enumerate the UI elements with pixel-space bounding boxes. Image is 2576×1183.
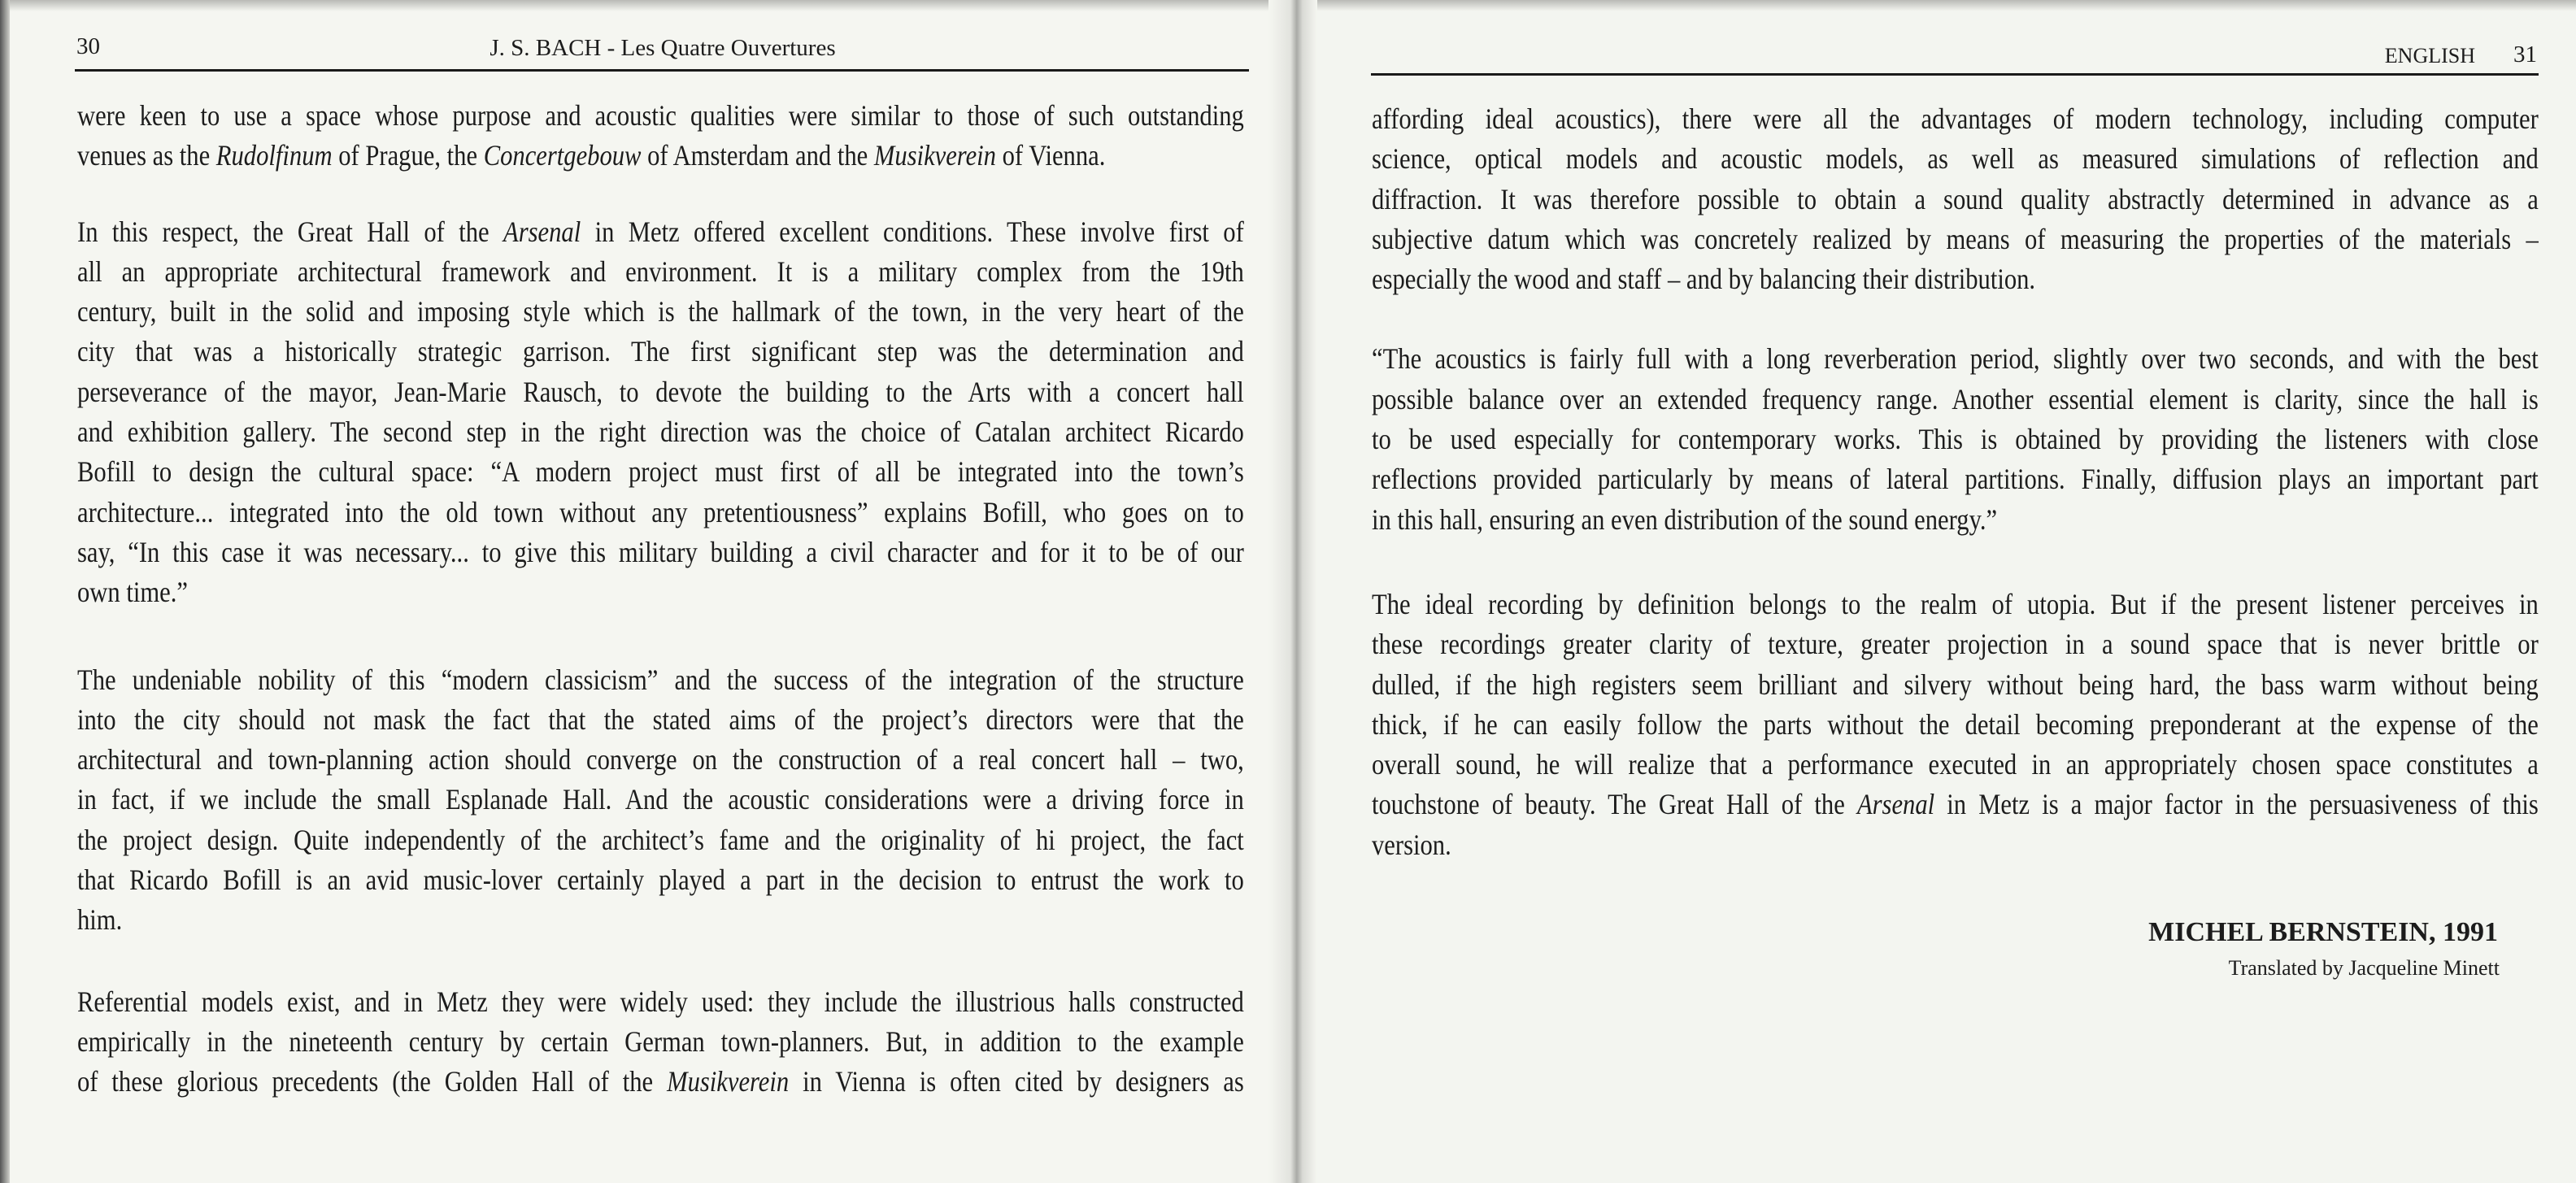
- text-segment: overall sound, he will realize that a performance executed in an appropriately chosen space constitutes a: [1372, 748, 2539, 781]
- left-page-body: [77, 96, 1244, 1103]
- italic-venue-name: Arsenal: [1856, 788, 1935, 821]
- text-line: [1372, 459, 2539, 499]
- author-signature: MICHEL BERNSTEIN, 1991: [2148, 917, 2498, 947]
- left-header-rule: [75, 69, 1249, 72]
- text-line: [77, 332, 1244, 372]
- scan-left-edge: [0, 0, 10, 1183]
- text-line: [77, 136, 1244, 176]
- text-line: [77, 860, 1244, 900]
- text-line: [77, 780, 1244, 820]
- text-line: [1372, 624, 2539, 664]
- text-line: [77, 292, 1244, 332]
- text-segment: affording ideal acoustics), there were all the advantages of modern technology, including computer: [1372, 102, 2539, 135]
- text-segment: to be used especially for contemporary works. This is obtained by providing the listeners with close: [1372, 423, 2539, 456]
- text-segment: The ideal recording by definition belongs to the realm of utopia. But if the present listener perceives in: [1372, 587, 2539, 620]
- paragraph: [1372, 99, 2539, 299]
- text-segment: science, optical models and acoustic models, as well as measured simulations of reflection and: [1372, 142, 2539, 176]
- text-segment: dulled, if the high registers seem brilliant and silvery without being hard, the bass warm without being: [1372, 668, 2539, 701]
- italic-venue-name: Arsenal: [503, 215, 581, 248]
- text-line: [77, 493, 1244, 533]
- text-segment: in Metz is a major factor in the persuasiveness of this: [1934, 788, 2539, 821]
- text-line: [77, 452, 1244, 492]
- text-line: [1372, 139, 2539, 179]
- text-segment: “The acoustics is fairly full with a long reverberation period, slightly over two seconds, and with the best: [1372, 342, 2539, 376]
- right-header-rule: [1371, 73, 2539, 76]
- book-gutter: [1268, 0, 1317, 1183]
- text-line: [1372, 339, 2539, 379]
- text-line: [1372, 500, 2539, 540]
- text-segment: possible balance over an extended frequency range. Another essential element is clarity, since the hall is: [1372, 382, 2539, 415]
- text-line: [77, 212, 1244, 252]
- running-title: J. S. BACH - Les Quatre Ouvertures: [490, 35, 836, 61]
- text-segment: architecture... integrated into the old town without any pretentiousness” explains Bofill, who goes on to: [77, 495, 1244, 528]
- text-segment: Referential models exist, and in Metz they were widely used: they include the illustrious halls constructed: [77, 985, 1244, 1018]
- text-segment: in this hall, ensuring an even distribution of the sound energy.”: [1372, 502, 1998, 536]
- text-line: [1372, 705, 2539, 745]
- text-segment: that Ricardo Bofill is an avid music-lover certainly played a part in the decision to entrust the work to: [77, 863, 1244, 897]
- text-segment: of Amsterdam and the: [641, 139, 874, 172]
- text-line: [77, 660, 1244, 700]
- paragraph: [77, 660, 1244, 941]
- text-line: [1372, 585, 2539, 624]
- text-segment: perseverance of the mayor, Jean-Marie Rausch, to devote the building to the Arts with a concert hall: [77, 375, 1244, 408]
- translator-credit: Translated by Jacqueline Minett: [2228, 956, 2500, 980]
- text-line: [1372, 380, 2539, 420]
- text-segment: him.: [77, 903, 123, 937]
- text-line: [77, 740, 1244, 780]
- text-line: [77, 700, 1244, 740]
- text-line: [77, 900, 1244, 940]
- text-segment: empirically in the nineteenth century by certain German town-planners. But, in addition to the example: [77, 1024, 1244, 1058]
- italic-venue-name: Musikverein: [873, 139, 996, 172]
- text-segment: diffraction. It was therefore possible to obtain a sound quality abstractly determined in advance as a: [1372, 182, 2539, 215]
- text-line: [1372, 99, 2539, 139]
- italic-venue-name: Concertgebouw: [483, 139, 642, 172]
- text-line: [77, 252, 1244, 292]
- left-page-number: 30: [76, 33, 100, 59]
- paragraph: [1372, 339, 2539, 539]
- text-segment: of Prague, the: [332, 139, 484, 172]
- text-segment: the project design. Quite independently of the architect’s fame and the originality of hi project, the fact: [77, 823, 1244, 856]
- text-segment: The undeniable nobility of this “modern classicism” and the success of the integration of the structure: [77, 663, 1244, 696]
- text-line: [1372, 220, 2539, 259]
- right-page-body: [1372, 99, 2539, 865]
- text-segment: into the city should not mask the fact that the stated aims of the project’s directors were that the: [77, 702, 1244, 736]
- paragraph: [1372, 585, 2539, 865]
- text-line: [77, 96, 1244, 136]
- text-segment: especially the wood and staff – and by balancing their distribution.: [1372, 263, 2036, 296]
- text-segment: venues as the: [77, 139, 216, 172]
- text-line: [77, 1022, 1244, 1062]
- text-segment: these recordings greater clarity of texture, greater projection in a sound space that is never brittle or: [1372, 628, 2539, 661]
- paragraph: [77, 212, 1244, 613]
- text-line: [1372, 825, 2539, 865]
- text-segment: all an appropriate architectural framework and environment. It is a military complex from the 19th: [77, 254, 1244, 288]
- text-segment: subjective datum which was concretely realized by means of measuring the properties of the materials –: [1372, 222, 2539, 255]
- text-line: [77, 372, 1244, 412]
- text-segment: and exhibition gallery. The second step in the right direction was the choice of Catalan architect Ricardo: [77, 415, 1244, 449]
- text-line: [1372, 259, 2539, 299]
- text-line: [77, 1062, 1244, 1102]
- text-segment: version.: [1372, 828, 1451, 861]
- text-segment: touchstone of beauty. The Great Hall of the: [1372, 788, 1857, 821]
- text-line: [1372, 180, 2539, 220]
- text-segment: of these glorious precedents (the Golden Hall of the: [77, 1065, 668, 1098]
- text-segment: in Metz offered excellent conditions. These involve first of: [581, 215, 1244, 248]
- text-line: [77, 533, 1244, 572]
- text-segment: own time.”: [77, 576, 188, 609]
- text-line: [77, 412, 1244, 452]
- text-segment: were keen to use a space whose purpose and acoustic qualities were similar to those of such outstanding: [77, 99, 1244, 132]
- text-segment: in fact, if we include the small Esplanade Hall. And the acoustic considerations were a driving force in: [77, 783, 1244, 816]
- text-segment: thick, if he can easily follow the parts without the detail becoming preponderant at the expense of the: [1372, 707, 2539, 741]
- text-line: [77, 820, 1244, 860]
- italic-venue-name: Musikverein: [667, 1065, 790, 1098]
- text-segment: century, built in the solid and imposing style which is the hallmark of the town, in the very heart of the: [77, 295, 1244, 328]
- text-segment: reflections provided particularly by means of lateral partitions. Finally, diffusion plays an important part: [1372, 463, 2539, 496]
- paragraph: [77, 982, 1244, 1103]
- text-line: [1372, 665, 2539, 705]
- text-segment: city that was a historically strategic garrison. The first significant step was the determination and: [77, 335, 1244, 368]
- right-page-number: 31: [2513, 41, 2537, 67]
- text-line: [77, 982, 1244, 1022]
- text-segment: architectural and town-planning action should converge on the construction of a real concert hall – two,: [77, 743, 1244, 776]
- text-line: [77, 572, 1244, 612]
- text-segment: in Vienna is often cited by designers as: [789, 1065, 1244, 1098]
- text-segment: Bofill to design the cultural space: “A modern project must first of all be integrated into the town’s: [77, 455, 1244, 489]
- text-line: [1372, 745, 2539, 785]
- text-segment: In this respect, the Great Hall of the: [77, 215, 503, 248]
- text-segment: say, “In this case it was necessary... to give this military building a civil character and for it to be of our: [77, 535, 1244, 568]
- text-segment: of Vienna.: [995, 139, 1106, 172]
- text-line: [1372, 420, 2539, 459]
- text-line: [1372, 785, 2539, 824]
- italic-venue-name: Rudolfinum: [215, 139, 333, 172]
- paragraph: [77, 96, 1244, 176]
- section-label: ENGLISH: [2384, 44, 2475, 67]
